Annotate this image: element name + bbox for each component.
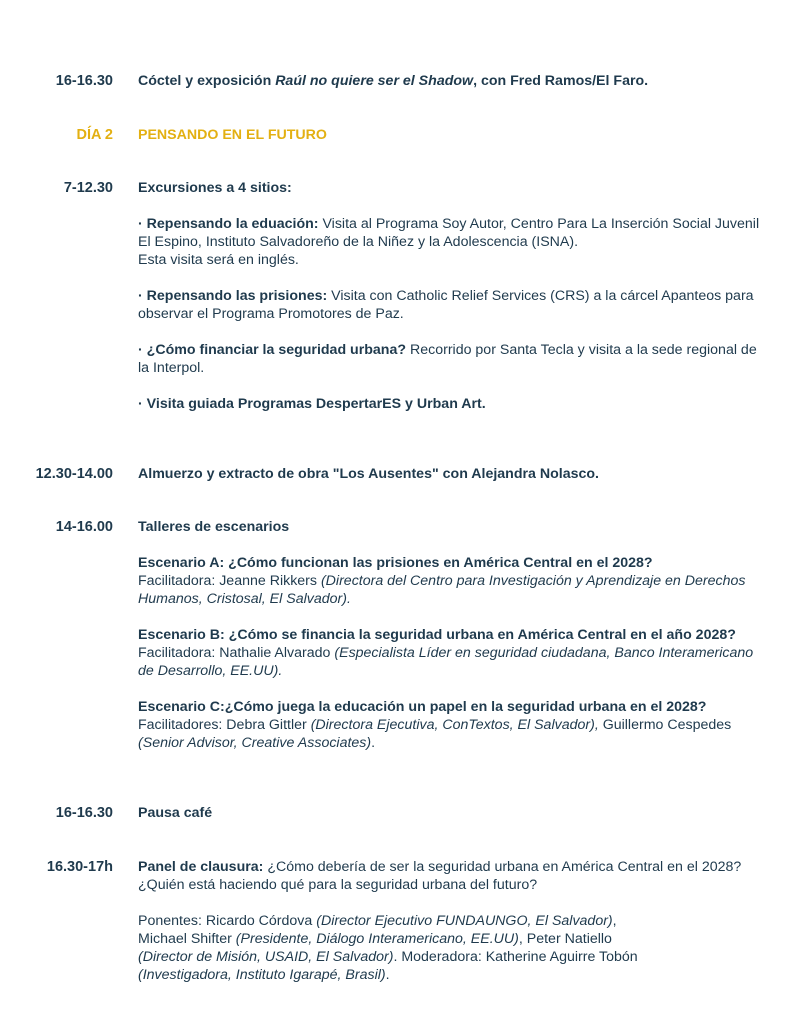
session-description [138,72,768,90]
text-segment: , con Fred Ramos/El Faro. [473,73,649,89]
speakers-text: . Moderadora: Katherine Aguirre Tobón [393,949,638,965]
excursion-text: Recorrido por Santa Tecla y visita a la sede regional de la Interpol. [138,342,757,376]
speakers-text: , Peter Natiello [518,931,612,947]
speaker-role: (Director de Misión, USAID, El Salvador) [138,949,394,965]
excursion-text: Visita al Programa Soy Autor, Centro Para La Inserción Social Juvenil El Espino, Instituto Salvadoreño de la Niñez y la Adolescencia (ISNA). [138,216,760,250]
facilitator: Facilitadores: Debra Gittler [138,717,311,733]
scenario-item [138,698,768,752]
scenario-item [138,554,768,608]
facilitator-role: (Senior Advisor, Creative Associates) [138,735,372,751]
speakers-text: Michael Shifter [138,931,236,947]
excursion-item: · Visita guiada Programas DespertarES y Urban Art. [138,396,486,412]
session-description: Almuerzo y extracto de obra "Los Ausentes" con Alejandra Nolasco. [138,466,600,482]
time-label: 14-16.00 [55,519,113,535]
punctuation: . [385,967,390,983]
scenario-title: Escenario A: ¿Cómo funcionan las prisiones en América Central en el 2028? [138,555,653,571]
text-segment-italic: Raúl no quiere ser el Shadow [275,73,474,89]
time-label: 16.30-17h [46,859,113,875]
speaker-role: (Presidente, Diálogo Interamericano, EE.UU) [235,931,519,947]
scenario-title: Escenario B: ¿Cómo se financia la seguridad urbana en América Central en el año 2028? [138,627,736,643]
panel-speakers [138,912,768,984]
facilitator: Facilitadora: Jeanne Rikkers [138,573,321,589]
speakers-text: Ponentes: Ricardo Córdova [138,913,317,929]
day-title: PENSANDO EN EL FUTURO [138,127,327,143]
excursion-title: · ¿Cómo financiar la seguridad urbana? [138,342,407,358]
panel-description [138,858,768,894]
scenario-item [138,626,768,680]
time-label: 16-16.30 [55,805,113,821]
facilitator-role: (Directora Ejecutiva, ConTextos, El Salvador), [310,717,599,733]
panel-question: ¿Cómo debería de ser la seguridad urbana en América Central en el 2028? ¿Quién está haciendo qué para la seguridad urbana del futuro? [138,859,742,893]
session-description [138,179,768,413]
speaker-role: (Investigadora, Instituto Igarapé, Brasil) [138,967,386,983]
panel-title: Panel de clausura: [138,859,264,875]
session-description [138,858,768,984]
time-label: 16-16.30 [55,73,113,89]
excursion-item [138,341,768,377]
session-description: Pausa café [138,805,213,821]
punctuation: , [612,913,617,929]
session-title: Talleres de escenarios [138,519,290,535]
excursion-text: Visita con Catholic Relief Services (CRS) a la cárcel Apanteos para observar el Programa Promotores de Paz. [138,288,754,322]
excursion-title: · Repensando la eduación: [138,216,319,232]
excursion-title: · Repensando las prisiones: [138,288,328,304]
excursion-note: Esta visita será en inglés. [138,252,299,268]
session-title: Excursiones a 4 sitios: [138,180,292,196]
facilitator: Facilitadora: Nathalie Alvarado [138,645,335,661]
session-description [138,518,768,752]
speaker-role: (Director Ejecutivo FUNDAUNGO, El Salvador) [316,913,613,929]
day-label: DÍA 2 [76,127,113,143]
facilitator-role: (Directora del Centro para Investigación y Aprendizaje en Derechos Humanos, Cristosal, El Salvador). [138,573,746,607]
scenario-title: Escenario C:¿Cómo juega la educación un papel en la seguridad urbana en el 2028? [138,699,707,715]
text-segment: Cóctel y exposición [138,73,276,89]
excursion-item [138,215,768,269]
facilitator-role: (Especialista Líder en seguridad ciudadana, Banco Interamericano de Desarrollo, EE.UU). [138,645,754,679]
punctuation: . [371,735,376,751]
time-label: 7-12.30 [63,180,113,196]
facilitator: Guillermo Cespedes [598,717,732,733]
time-label: 12.30-14.00 [35,466,113,482]
excursion-item [138,287,768,323]
